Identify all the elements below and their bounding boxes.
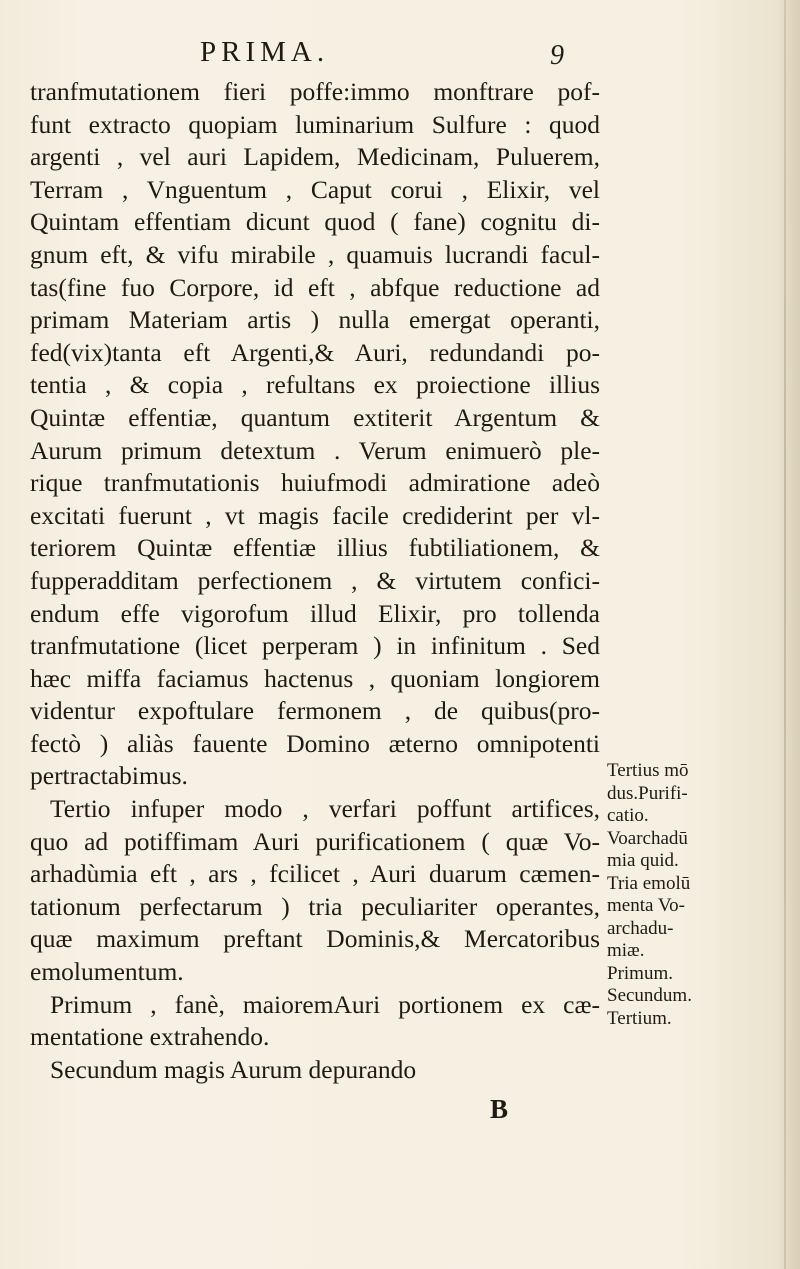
text-line: Tertio infuper modo , verfari poffunt artifices, — [50, 794, 600, 824]
text-line: Secundum magis Aurum depurando — [50, 1054, 417, 1084]
text-line: tas(fine fuo Corpore, id eft , abfque reductione ad — [30, 272, 600, 302]
text-line: Primum , fanè, maioremAuri portionem ex cæ- — [50, 989, 600, 1019]
text-line: Terram , Vnguentum , Caput corui , Elixir, vel — [30, 174, 600, 204]
margin-note-line: Tria emolū — [607, 872, 691, 894]
margin-note-line: mia quid. — [607, 850, 679, 871]
text-line: Quintam effentiam dicunt quod ( fane) cognitu di- — [30, 207, 600, 237]
text-line: quo ad potiffimam Auri purificationem ( quæ Vo- — [30, 826, 600, 856]
text-line: tranfmutatione (licet perperam ) in infinitum . Sed — [30, 631, 600, 661]
margin-note-line: archadu- — [607, 917, 674, 939]
text-line: pertractabimus. — [30, 761, 188, 791]
margin-note-line: Tertius mō — [607, 760, 689, 781]
text-line: primam Materiam artis ) nulla emergat operanti, — [30, 305, 600, 335]
running-head — [0, 36, 800, 76]
margin-note-line: catio. — [607, 805, 649, 826]
text-line: arhadùmia eft , ars , fcilicet , Auri duarum cæmen- — [30, 859, 600, 889]
signature-mark: B — [490, 1094, 509, 1124]
text-line: fectò ) aliàs fauente Domino æterno omnipotenti — [30, 728, 600, 758]
text-line: tationum perfectarum ) tria peculiariter operantes, — [30, 891, 600, 921]
text-line: excitati fuerunt , vt magis facile crediderint per vl- — [30, 500, 600, 530]
margin-note-line: Tertium. — [607, 1007, 672, 1029]
text-line: Quintæ effentiæ, quantum extiterit Argentum & — [30, 402, 600, 432]
text-line: fupperadditam perfectionem , & virtutem confici- — [30, 565, 600, 595]
page-number: 9 — [550, 40, 564, 71]
text-line: hæc miffa faciamus hactenus , quoniam longiorem — [30, 663, 600, 693]
text-line: teriorem Quintæ effentiæ illius fubtiliationem, & — [30, 533, 600, 563]
text-line: fed(vix)tanta eft Argenti,& Auri, redundandi po- — [30, 337, 600, 367]
text-line: tranfmutationem fieri poffe:immo monftrare pof- — [30, 77, 600, 106]
margin-note-line: menta Vo- — [607, 895, 685, 916]
margin-note-line: dus.Purifi- — [607, 782, 688, 804]
running-title: PRIMA. — [200, 36, 330, 68]
margin-note-line: Secundum. — [607, 985, 692, 1006]
margin-note-line: miæ. — [607, 940, 645, 961]
margin-note-line: Voarchadū — [607, 827, 688, 849]
text-line: tentia , & copia , refultans ex proiectione illius — [30, 370, 600, 400]
page-edge-shadow — [784, 0, 786, 1269]
text-line: argenti , vel auri Lapidem, Medicinam, Puluerem, — [30, 142, 600, 172]
text-line: videntur expoftulare fermonem , de quibus(pro- — [30, 696, 600, 726]
text-line: gnum eft, & vifu mirabile , quamuis lucrandi facul- — [30, 239, 600, 269]
text-line: endum effe vigorofum illud Elixir, pro tollenda — [30, 598, 600, 628]
marginal-notes — [607, 760, 747, 1030]
main-text-block — [30, 76, 600, 1086]
text-line: funt extracto quopiam luminarium Sulfure : quod — [30, 109, 600, 139]
text-line: rique tranfmutationis huiufmodi admiratione adeò — [30, 468, 600, 498]
text-line: emolumentum. — [30, 957, 184, 987]
text-line: Aurum primum detextum . Verum enimuerò ple- — [30, 435, 600, 465]
text-line: quæ maximum preftant Dominis,& Mercatoribus — [30, 924, 600, 954]
margin-note-line: Primum. — [607, 962, 673, 984]
text-line: mentatione extrahendo. — [30, 1022, 270, 1052]
